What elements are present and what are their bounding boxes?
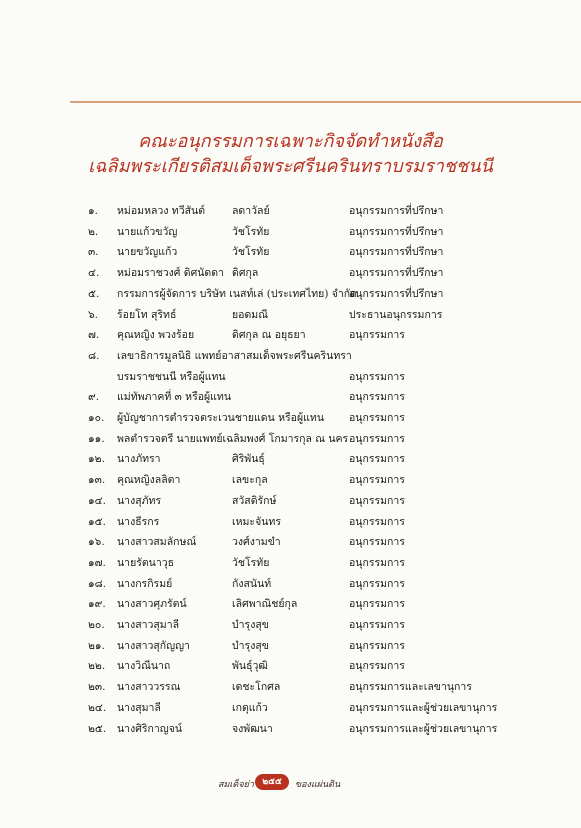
member-number: ๑๓.: [88, 474, 106, 487]
page-footer: [0, 774, 581, 794]
member-number: ๒.: [88, 225, 99, 238]
member-number: ๑๕.: [88, 515, 106, 528]
member-role: อนุกรรมการ: [349, 639, 405, 652]
member-name: นางสุมาลี: [117, 701, 161, 714]
member-role: อนุกรรมการ: [349, 370, 405, 383]
member-name: บรมราชชนนี หรือผู้แทน: [117, 370, 226, 383]
member-row: [0, 533, 581, 553]
member-name: นางสาวสุมาลี: [117, 619, 180, 631]
member-surname: พันธุ์วุฒิ: [232, 660, 268, 673]
member-name: หม่อมหลวง ทวีสันต์: [117, 205, 206, 217]
member-number: ๑.: [88, 205, 99, 217]
member-number: ๑๔.: [88, 494, 106, 507]
member-role: อนุกรรมการ: [349, 494, 405, 507]
member-row: [0, 616, 581, 636]
member-surname: บำรุงสุข: [232, 639, 269, 652]
member-row: [0, 657, 581, 677]
member-number: ๒๑.: [88, 639, 105, 652]
member-number: ๗.: [88, 329, 100, 342]
member-row: [0, 306, 581, 326]
member-name: แม่ทัพภาคที่ ๓ หรือผู้แทน: [117, 391, 232, 404]
member-surname: ลดาวัลย์: [232, 205, 270, 217]
member-surname: วัชโรทัย: [232, 225, 270, 238]
member-role: อนุกรรมการ: [349, 432, 405, 445]
member-role: อนุกรรมการที่ปรึกษา: [349, 205, 444, 217]
member-name: พลตำรวจตรี นายแพทย์เฉลิมพงศ์ โกมารกุล ณ นคร: [117, 432, 349, 445]
member-number: ๑๙.: [88, 598, 106, 611]
member-surname: เดชะโกศล: [232, 681, 281, 694]
member-role: อนุกรรมการที่ปรึกษา: [349, 287, 444, 300]
member-role: อนุกรรมการ: [349, 412, 405, 424]
member-surname: ยอดมณี: [232, 308, 268, 321]
member-surname: เลขะกุล: [232, 474, 268, 487]
member-role: อนุกรรมการ: [349, 474, 405, 487]
member-name: คุณหญิง พวงร้อย: [117, 329, 195, 342]
member-number: ๑๑.: [88, 432, 105, 445]
member-name: กรรมการผู้จัดการ บริษัท เนสท์เล่ (ประเทศไทย) จำกัด: [117, 287, 357, 300]
member-row: [0, 699, 581, 719]
member-number: ๑๗.: [88, 556, 106, 569]
member-name: ร้อยโท สุริทธ์: [117, 308, 177, 321]
member-surname: ดิศกุล: [232, 267, 259, 280]
member-row: [0, 595, 581, 615]
member-row: [0, 202, 581, 222]
member-name: นางสาววรรณ: [117, 681, 181, 694]
member-number: ๑๒.: [88, 453, 105, 466]
member-name: นางศิริกาญจน์: [117, 722, 183, 735]
member-number: ๖.: [88, 308, 99, 321]
member-role: อนุกรรมการ: [349, 598, 405, 611]
member-role: อนุกรรมการ: [349, 577, 405, 590]
member-number: ๕.: [88, 287, 100, 300]
member-number: ๘.: [88, 349, 100, 362]
member-surname: ดิศกุล ณ อยุธยา: [232, 329, 306, 342]
member-row: [0, 368, 581, 388]
member-row: [0, 720, 581, 740]
member-row: [0, 430, 581, 450]
member-surname: วัชโรทัย: [232, 556, 270, 569]
member-role: อนุกรรมการที่ปรึกษา: [349, 267, 444, 280]
member-surname: กังสนันท์: [232, 577, 272, 590]
member-row: [0, 575, 581, 595]
member-surname: เกตุแก้ว: [232, 701, 268, 714]
member-row: [0, 513, 581, 533]
footer-right-text: ของแผ่นดิน: [295, 780, 341, 790]
member-row: [0, 285, 581, 305]
member-surname: สวัสดิรักษ์: [232, 494, 277, 507]
member-name: เลขาธิการมูลนิธิ แพทย์อาสาสมเด็จพระศรีนครินทรา: [117, 349, 352, 362]
member-number: ๒๒.: [88, 660, 106, 673]
member-row: [0, 554, 581, 574]
member-role: อนุกรรมการ: [349, 391, 405, 404]
member-row: [0, 409, 581, 429]
member-name: นางสาวสมลักษณ์: [117, 536, 197, 549]
member-surname: ศิริพันธุ์: [232, 453, 265, 466]
member-role: อนุกรรมการ: [349, 536, 405, 549]
member-name: คุณหญิงลลิตา: [117, 474, 181, 487]
member-role: อนุกรรมการ: [349, 329, 405, 342]
member-number: ๑๘.: [88, 577, 107, 590]
member-name: นางวิณีนาถ: [117, 660, 171, 673]
member-name: นายรัตนาวุธ: [117, 556, 175, 569]
member-surname: เลิศพาณิชย์กุล: [232, 598, 298, 611]
member-number: ๒๐.: [88, 619, 105, 631]
member-role: อนุกรรมการและเลขานุการ: [349, 681, 472, 694]
member-role: อนุกรรมการ: [349, 619, 405, 631]
member-row: [0, 450, 581, 470]
member-name: ผู้บัญชาการตำรวจตระเวนชายแดน หรือผู้แทน: [117, 412, 325, 424]
member-name: นางสาวสุกัญญา: [117, 639, 190, 652]
member-number: ๑๖.: [88, 536, 105, 549]
member-role: อนุกรรมการและผู้ช่วยเลขานุการ: [349, 701, 498, 714]
member-surname: วงศ์งามขำ: [232, 536, 281, 549]
member-number: ๔.: [88, 267, 100, 280]
member-row: [0, 492, 581, 512]
member-number: ๙.: [88, 391, 100, 404]
member-name: นายขวัญแก้ว: [117, 246, 178, 259]
member-number: ๓.: [88, 246, 99, 259]
member-role: อนุกรรมการ: [349, 556, 405, 569]
member-row: [0, 264, 581, 284]
member-name: นางธีรกร: [117, 515, 160, 528]
member-number: ๒๕.: [88, 722, 107, 735]
member-number: ๒๓.: [88, 681, 106, 694]
member-role: อนุกรรมการที่ปรึกษา: [349, 246, 444, 259]
member-row: [0, 223, 581, 243]
member-number: ๒๔.: [88, 701, 107, 714]
member-role: อนุกรรมการ: [349, 453, 405, 466]
member-row: [0, 471, 581, 491]
member-surname: เหมะจันทร: [232, 515, 281, 528]
member-role: อนุกรรมการ: [349, 660, 405, 673]
member-name: นางสาวศุภรัตน์: [117, 598, 187, 611]
member-row: [0, 678, 581, 698]
page-number-badge: ๒๕๕: [255, 774, 289, 790]
member-role: อนุกรรมการ: [349, 515, 405, 528]
member-row: [0, 637, 581, 657]
member-number: ๑๐.: [88, 412, 105, 424]
member-name: นางกรกิรมย์: [117, 577, 173, 590]
member-row: [0, 243, 581, 263]
member-row: [0, 326, 581, 346]
member-name: นางสุภัทร: [117, 494, 162, 507]
title-line-1: คณะอนุกรรมการเฉพาะกิจจัดทำหนังสือ: [138, 131, 443, 152]
member-surname: บำรุงสุข: [232, 619, 269, 631]
member-row: [0, 347, 581, 367]
member-surname: จงพัฒนา: [232, 722, 273, 735]
member-name: นางภัทรา: [117, 453, 161, 466]
member-surname: วัชโรทัย: [232, 246, 270, 259]
member-role: ประธานอนุกรรมการ: [349, 308, 443, 321]
member-name: นายแก้วขวัญ: [117, 225, 178, 238]
member-row: [0, 388, 581, 408]
member-role: อนุกรรมการและผู้ช่วยเลขานุการ: [349, 722, 498, 735]
header-rule: [70, 101, 581, 103]
member-role: อนุกรรมการที่ปรึกษา: [349, 225, 444, 238]
footer-left-text: สมเด็จย่า: [218, 780, 254, 790]
title-line-2: เฉลิมพระเกียรติสมเด็จพระศรีนครินทราบรมราชชนนี: [88, 156, 493, 177]
member-name: หม่อมราชวงศ์ ดิศนัดดา: [117, 267, 224, 280]
